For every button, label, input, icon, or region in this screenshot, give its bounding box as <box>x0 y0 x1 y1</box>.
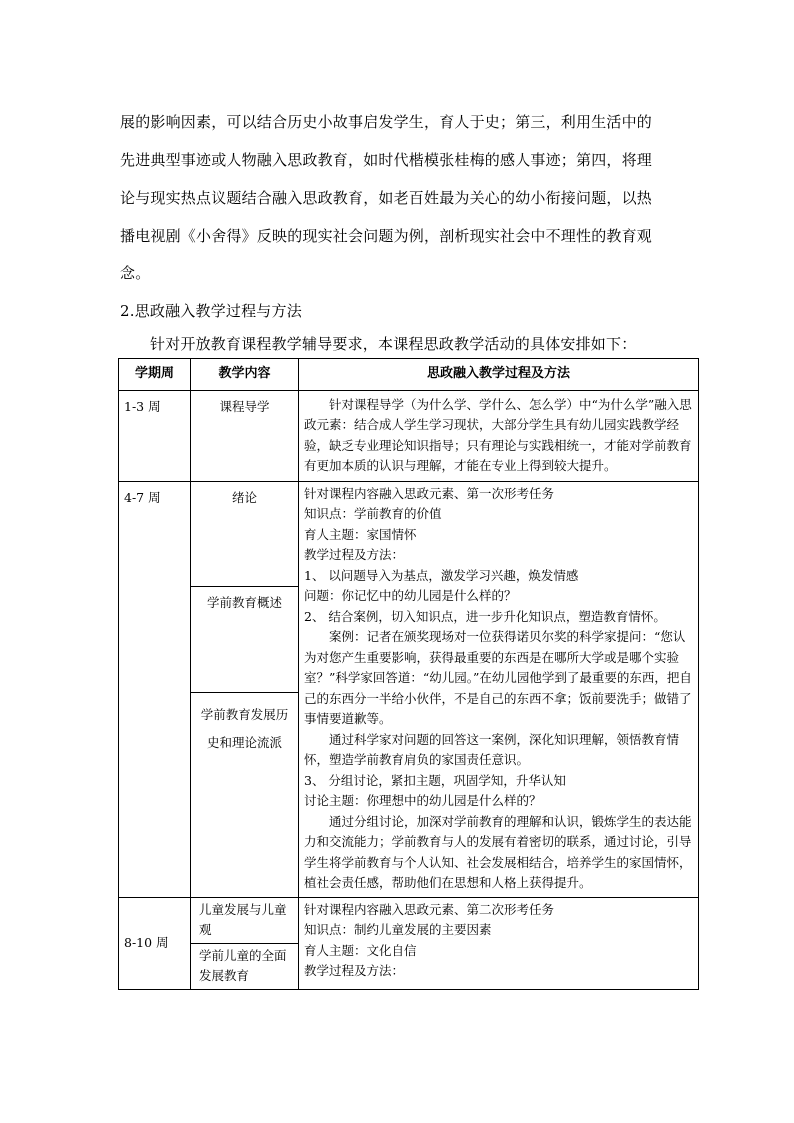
header-week: 学期周 <box>119 359 191 391</box>
process-line: 教学过程及方法： <box>304 547 405 562</box>
process-cell <box>299 390 699 481</box>
intro-line: 播电视剧《小舍得》反映的现实社会问题为例，剖析现实社会中不理性的教育观 <box>120 227 653 245</box>
table-intro: 针对开放教育课程教学辅导要求，本课程思政教学活动的具体安排如下： <box>150 335 637 353</box>
week-cell: 4-7 周 <box>119 481 191 897</box>
table-header-row <box>119 359 699 391</box>
process-line: 问题：你记忆中的幼儿园是什么样的？ <box>304 588 517 603</box>
intro-line: 念。 <box>120 264 151 282</box>
process-cell <box>299 481 699 897</box>
process-line: 针对课程内容融入思政元素、第一次形考任务 <box>304 485 555 501</box>
process-line: 通过分组讨论，加深对学前教育的理解和认识，锻炼学生的表达能力和交流能力；学前教育与人的发展有着密切的联系，通过讨论，引导学生将学前教育与个人认知、社会发展相结合，培养学生的家国情怀，植社会责任感，帮助他们在思想和人格上获得提升。 <box>304 813 692 890</box>
process-cell <box>299 897 699 989</box>
process-line: 教学过程及方法： <box>304 963 405 978</box>
process-line: 育人主题：文化自信 <box>304 942 417 958</box>
intro-line: 先进典型事迹或人物融入思政教育，如时代楷模张桂梅的感人事迹；第四，将理 <box>120 151 653 169</box>
process-line: 针对课程内容融入思政元素、第二次形考任务 <box>304 901 555 917</box>
content-cell: 儿童发展与儿童观 <box>191 897 299 943</box>
content-cell: 绪论 <box>191 481 299 587</box>
process-line: 通过科学家对问题的回答这一案例，深化知识理解，领悟教育情怀，塑造学前教育肩负的家国责任意识。 <box>304 731 680 767</box>
process-line: 讨论主题：你理想中的幼儿园是什么样的？ <box>304 793 542 808</box>
table-row <box>119 481 699 587</box>
section-heading: 2.思政融入教学过程与方法 <box>120 302 302 320</box>
process-line: 1、 以问题导入为基点，激发学习兴趣，焕发情感 <box>304 567 579 583</box>
process-line: 育人主题：家国情怀 <box>304 526 417 542</box>
process-line: 案例：记者在颁奖现场对一位获得诺贝尔奖的科学家提问：“您认为对您产生重要影响，获得最重要的东西是在哪所大学或是哪个实验室？”科学家回答道：“幼儿园。”在幼儿园他学到了最重要的东西，把自己的东西分一半给小伙伴，不是自己的东西不拿；饭前要洗手；做错了事情要道歉等。 <box>304 629 692 726</box>
process-line: 知识点：制约儿童发展的主要因素 <box>304 922 492 937</box>
content-cell: 学前教育概述 <box>191 587 299 693</box>
process-line: 知识点：学前教育的价值 <box>304 506 442 521</box>
content-cell: 课程导学 <box>191 390 299 481</box>
process-line: 2、 结合案例，切入知识点，进一步升化知识点，塑造教育情怀。 <box>304 608 666 624</box>
content-cell: 学前儿童的全面发展教育 <box>191 943 299 989</box>
intro-line: 展的影响因素，可以结合历史小故事启发学生，育人于史；第三，利用生活中的 <box>120 113 653 131</box>
process-line: 3、 分组讨论，紧扣主题，巩固学知，升华认知 <box>304 772 566 788</box>
week-cell: 1-3 周 <box>119 390 191 481</box>
process-text: 针对课程导学（为什么学、学什么、怎么学）中“为什么学”融入思政元素：结合成人学生学习现状，大部分学生具有幼儿园实践教学经验，缺乏专业理论知识指导；只有理论与实践相统一，才能对学前教育有更加本质的认识与理解，才能在专业上得到较大提升。 <box>304 396 692 473</box>
content-cell: 学前教育发展历史和理论流派 <box>191 692 299 897</box>
schedule-table <box>118 358 699 990</box>
header-content: 教学内容 <box>191 359 299 391</box>
table-row <box>119 390 699 481</box>
intro-line: 论与现实热点议题结合融入思政教育，如老百姓最为关心的幼小衔接问题，以热 <box>120 189 653 207</box>
header-process: 思政融入教学过程及方法 <box>299 359 699 391</box>
table-row <box>119 897 699 943</box>
week-cell: 8-10 周 <box>119 897 191 989</box>
